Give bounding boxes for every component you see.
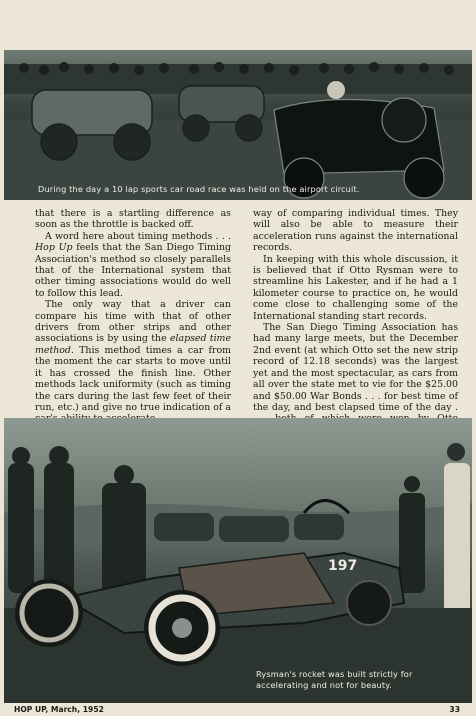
left-paragraph-2-emphasis: Hop Up [35, 242, 73, 254]
top-photo [4, 50, 472, 200]
left-paragraph-3-rest: This method times a car from the moment the car starts to move until it has crossed the finish line. Other methods lack uniformity (such as timing the cars during the last few feet of their run, etc.) and give no true indication of a [35, 344, 231, 413]
left-paragraph-1: that there is a startling difference as soon as the throttle is backed off. [35, 208, 231, 231]
left-paragraph-2-rest: feels that the San Diego Timing Association's method so closely parallels that of the International system that other timing associations would do well to follow this lead. [35, 242, 231, 299]
publication-footer: HOP UP, March, 1952 [14, 705, 104, 714]
left-paragraph-2-lead: A word here about timing methods . . . [45, 230, 231, 242]
page-number: 33 [449, 705, 460, 714]
car-number: 197 [328, 558, 358, 574]
top-photo-caption: During the day a 10 lap sports car road race was held on the airport circuit. [38, 184, 360, 194]
left-paragraph-3 [35, 299, 231, 424]
left-paragraph-3-emphasis: elapsed time method. [35, 333, 231, 356]
left-paragraph-2 [35, 231, 231, 299]
right-text-column [253, 208, 458, 436]
rysman-rocket-photo-illustration [4, 418, 472, 703]
race-cars-photo-illustration [4, 50, 472, 200]
left-paragraph-3-lead: The only way that a driver can compare his time with that of other drivers from other strips and other associations is by using the [35, 299, 231, 345]
right-paragraph-3: The San Diego Timing Association has had many large meets, but the December 2nd event (at which Otto set the new strip record of 12.18 seconds) was the largest yet and the most spectacular, as cars from all over the state met to vie for the $25.00 and $50.00 War Bonds . . . for best time of the day, and best clapsed time of the day . [253, 322, 458, 413]
right-paragraph-2: In keeping with this whole discussion, it is believed that if Otto Rysman were to streamline his Lakester, and if he had a 1 kilometer course to practice on, he would come close to challenging some of the International standing start records. [253, 253, 458, 322]
bottom-photo [4, 418, 472, 703]
bottom-photo-caption: Rysman's rocket was built strictly for accelerating and not for beauty. [256, 669, 413, 690]
right-paragraph-1: way of comparing individual times. They will also be able to measure their acceleration runs against the international records. [253, 208, 458, 254]
